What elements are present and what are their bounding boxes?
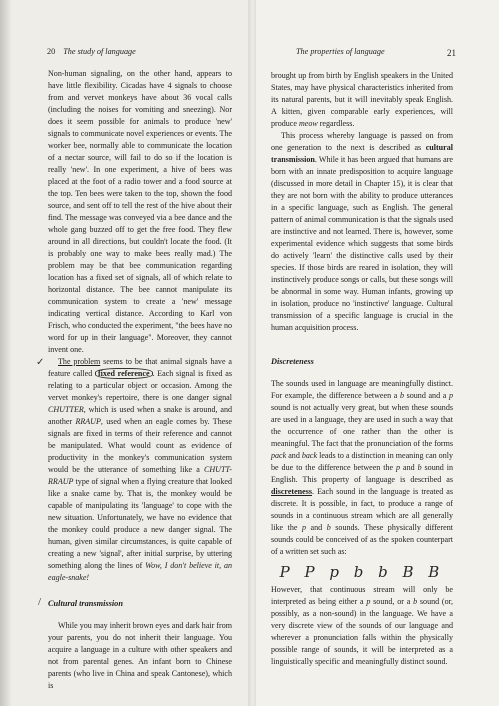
word-back: back [301, 451, 318, 460]
right-page [252, 0, 499, 706]
paragraph-discreteness: The sounds used in language are meaningfully distinct. For example, the difference between a b sound and a p sound is not actually very great, but when these sounds are used in a language, they are used in such a way that the occurrence of one rather than the other is meaningful. The fact that the pronunciation of the forms pack and back leads to a distinction in meaning can only be due to the difference between the p and b sound in English. This property of language is described as discreteness. Each sound in the language is treated as discrete. It is possible, in fact, to produce a range of sounds in a continuous stream which are all generally like the p and b sounds. These physically different sounds could be conceived of as the spoken counterpart of a written set such as: [271, 379, 453, 556]
paragraph-fixed-reference: The problem seems to be that animal signals have a feature called fixed reference . Each signal is fixed as relating to a particular object or occasion. Among the vervet monkey's repertoire, there is one danger signal CHUTTER, which is used when a snake is around, and another RRAUP, used when an eagle comes by. These signals are fixed in terms of their reference and cannot be manipulated. What would count as evidence of productivity in the monkey's communication system would be the utterance of something like a CHUTT-RRAUP type of signal when a flying creature that looked like a snake came by. That is, the monkey would be capable of manipulating its 'language' to cope with the new situation. Unfortunately, we have no evidence that the monkey could produce a new danger signal. The human, given similar circumstances, is quite capable of creating a new 'signal', after initial surprise, by uttering something along the lines of Wow, I don't believe it, an eagle-snake! [48, 357, 232, 582]
term-cultural-transmission: cultural transmission [271, 143, 453, 164]
left-page-number: 20 [47, 47, 56, 56]
book-gutter [248, 0, 256, 706]
left-text-column [48, 68, 232, 692]
handwritten-letter-set: P P p b b B B [279, 563, 445, 581]
paragraph-continued: brought up from birth by English speakers in the United States, may have physical characteristics inherited from its natural parents, but it will inevitably speak English. A kitten, given comparable early experiences, will produce meow regardless. [271, 71, 453, 128]
underlined-phrase: The problem [58, 357, 101, 366]
page-edge-shadow [0, 0, 12, 706]
paragraph-signaling: Non-human signaling, on the other hand, appears to have little flexibility. Cicadas have 4 signals to choose from and vervet monkeys have about 36 vocal calls (including the noises for vomiting and sneezing). Nor does it seem possible for animals to produce 'new' signals to communicate novel experiences or events. The worker bee, normally able to communicate the location of a nectar source, will fail to do so if the location is really 'new'. In one experiment, a hive of bees was placed at the foot of a radio tower and a food source at the top. Ten bees were taken to the top, shown the food source, and sent off to tell the rest of the hive about their find. The message was conveyed via a bee dance and the whole gang buzzed off to get the free food. They flew around in all directions, but couldn't locate the food. (It is probably one way to make bees really mad.) The problem may be that bee communication regarding location has a fixed set of signals, all of which relate to horizontal distance. The bee cannot manipulate its communication system to create a 'new' message indicating vertical distance. According to Karl von Frisch, who conducted the experiment, "the bees have no word for up in their language". Moreover, they cannot invent one. [48, 69, 232, 354]
word-pack: pack [271, 451, 287, 460]
left-running-header [47, 47, 136, 56]
right-text-column [271, 70, 453, 668]
pencil-slash-mark: / [38, 596, 42, 608]
paragraph-cultural-transmission-def: This process whereby language is passed on from one generation to the next is described as cultural transmission. While it has been argued that humans are born with an innate predisposition to acquire language (discussed in more detail in Chapter 15), it is clear that they are not born with the ability to produce utterances in a specific language, such as English. The general pattern of animal communication is that the signals used are instinctive and not learned. There is, however, some experimental evidence which suggests that some birds do actively 'learn' the distinctive calls used by their species. If those birds are reared in isolation, they will instinctively produce songs or calls, but these songs will be abnormal in some way. Human infants, growing up in isolation, produce no 'instinctive' language. Cultural transmission of a specific language is crucial in the human acquisition process. [271, 131, 453, 332]
section-heading-discreteness: Discreteness [271, 357, 314, 366]
word-meow: meow [298, 119, 318, 128]
paragraph-cultural-transmission: While you may inherit brown eyes and dark hair from your parents, you do not inherit their language. You acquire a language in a culture with other speakers and not from parental genes. An infant born to Chinese parents (who live in China and speak Cantonese), which is [48, 621, 232, 690]
signal-rraup: RRAUP [75, 417, 101, 426]
term-fixed-reference: fixed reference [95, 368, 153, 379]
right-page-number: 21 [447, 48, 456, 58]
paragraph-continuous-stream: However, that continuous stream will only be interpreted as being either a p sound, or a b sound (or, possibly, as a non-sound) in the language. We have a very discrete view of the sounds of our language and wherever a pronunciation falls within the physically possible range of sounds, it will be interpreted as a linguistically specific and meaningfully distinct sound. [271, 585, 454, 666]
right-running-header [296, 47, 456, 58]
signal-chutt-rraup: CHUTT-RRAUP [48, 465, 232, 486]
left-running-head: The study of language [63, 47, 136, 56]
term-discreteness: discreteness [271, 487, 312, 496]
signal-chutter: CHUTTER [48, 405, 84, 414]
pencil-margin-mark: ✓ [36, 357, 45, 368]
quote-eagle-snake: Wow, I don't believe it, an eagle-snake! [48, 561, 232, 582]
right-running-head: The properties of language [296, 47, 385, 56]
section-heading-cultural-transmission: Cultural transmission [48, 599, 123, 608]
